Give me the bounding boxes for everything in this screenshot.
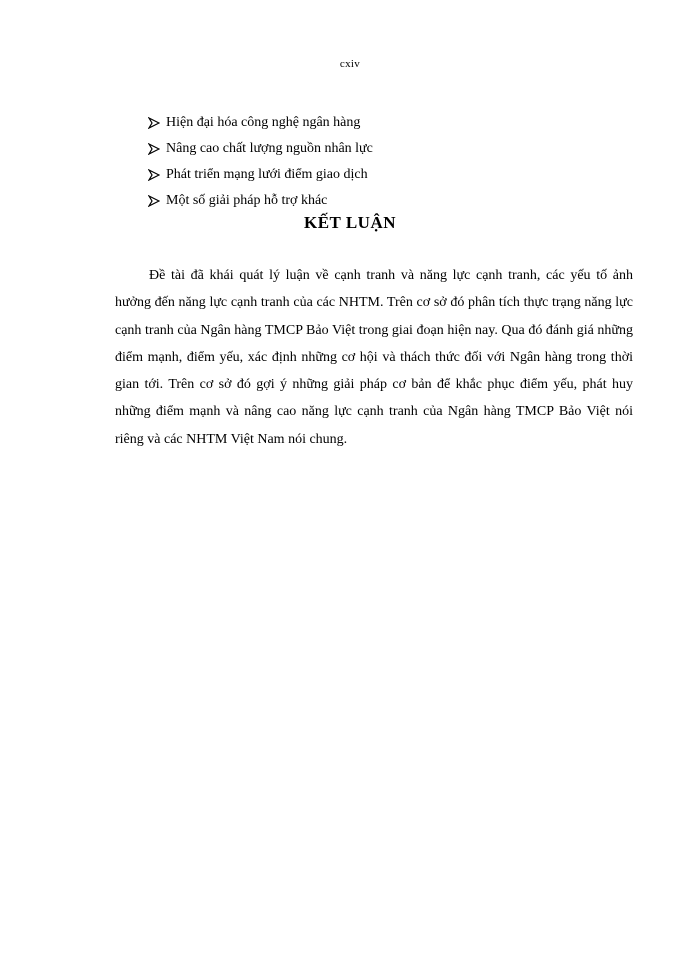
bullet-text: Phát triển mạng lưới điểm giao dịch	[166, 167, 368, 182]
bullet-text: Hiện đại hóa công nghệ ngân hàng	[166, 115, 361, 130]
arrow-bullet-icon	[148, 169, 160, 181]
bullet-item	[148, 136, 373, 162]
page-number: cxiv	[339, 58, 361, 70]
conclusion-paragraph: Đề tài đã khái quát lý luận về cạnh tranh và năng lực cạnh tranh, các yếu tố ảnh hưởng đến năng lực cạnh tranh của các NHTM. Trên cơ sở đó phân tích thực trạng năng lực cạnh tranh của Ngân hàng TMCP Bảo Việt trong giai đoạn hiện nay. Qua đó đánh giá những điểm mạnh, điểm yếu, xác định những cơ hội và thách thức đối với Ngân hàng trong thời gian tới. Trên cơ sở đó gợi ý những giải pháp cơ bản để khắc phục điểm yếu, phát huy những điểm mạnh và nâng cao năng lực cạnh tranh của Ngân hàng TMCP Bảo Việt nói riêng và các NHTM Việt Nam nói chung.	[115, 268, 633, 447]
bullet-text: Nâng cao chất lượng nguồn nhân lực	[166, 141, 373, 156]
bullet-item	[148, 162, 373, 188]
section-title: KẾT LUẬN	[303, 213, 396, 232]
arrow-bullet-icon	[148, 117, 160, 129]
solution-bullet-list	[148, 110, 373, 214]
bullet-text: Một số giải pháp hỗ trợ khác	[166, 193, 328, 208]
bullet-item	[148, 188, 373, 214]
arrow-bullet-icon	[148, 143, 160, 155]
arrow-bullet-icon	[148, 195, 160, 207]
bullet-item	[148, 110, 373, 136]
